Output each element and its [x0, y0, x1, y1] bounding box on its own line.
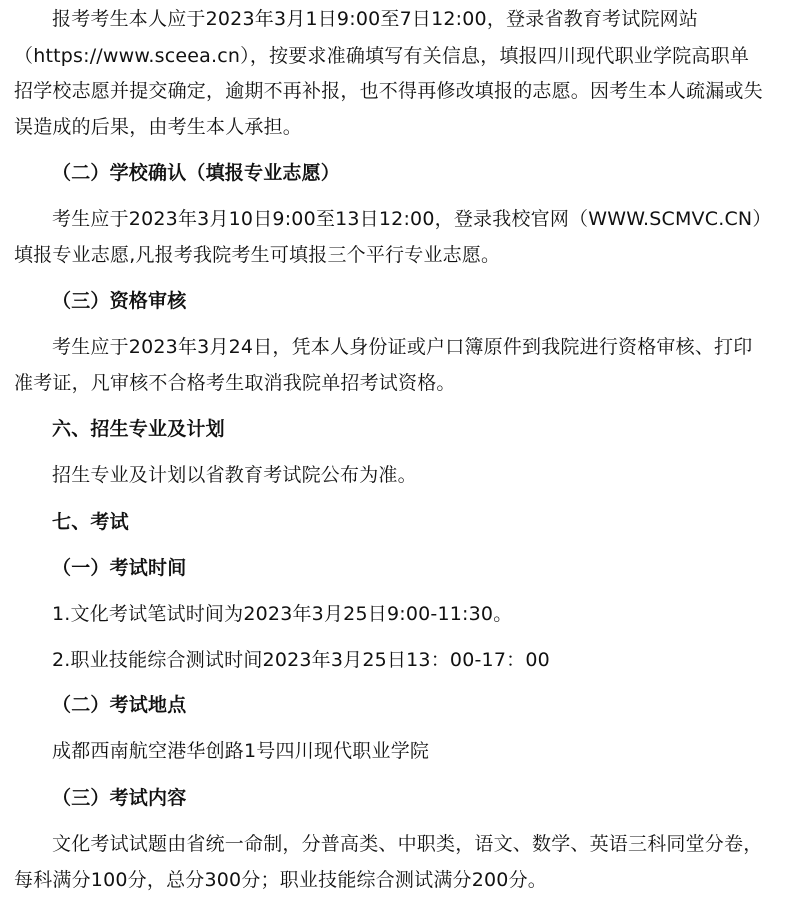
heading-exam-content: （三）考试内容	[52, 787, 187, 809]
para-registration-line-2: （https://www.sceea.cn），按要求准确填写有关信息，填报四川现代职业学院高职单	[14, 45, 750, 67]
para-exam-location: 成都西南航空港华创路1号四川现代职业学院	[52, 740, 430, 762]
para-exam-content-line-1: 文化考试试题由省统一命制，分普高类、中职类，语文、数学、英语三科同堂分卷，	[52, 833, 763, 855]
para-registration-line-4: 误造成的后果，由考生本人承担。	[14, 116, 303, 138]
heading-section-six: 六、招生专业及计划	[52, 418, 225, 440]
para-qualification-review-line-1: 考生应于2023年3月24日，凭本人身份证或户口簿原件到我院进行资格审核、打印	[52, 336, 753, 358]
para-school-confirmation-line-1: 考生应于2023年3月10日9:00至13日12:00，登录我校官网（WWW.SCMVC.CN）	[52, 208, 772, 230]
list-item-exam-time-2: 2.职业技能综合测试时间2023年3月25日13：00-17：00	[52, 649, 550, 671]
heading-exam-time: （一）考试时间	[52, 557, 187, 579]
list-item-exam-time-1: 1.文化考试笔试时间为2023年3月25日9:00-11:30。	[52, 603, 513, 625]
para-exam-content-line-2: 每科满分100分，总分300分；职业技能综合测试满分200分。	[14, 869, 547, 891]
heading-qualification-review: （三）资格审核	[52, 290, 187, 312]
para-school-confirmation-line-2: 填报专业志愿,凡报考我院考生可填报三个平行专业志愿。	[14, 244, 501, 266]
para-qualification-review-line-2: 准考证，凡审核不合格考生取消我院单招考试资格。	[14, 372, 456, 394]
heading-section-seven: 七、考试	[52, 511, 129, 533]
para-enrollment-plan: 招生专业及计划以省教育考试院公布为准。	[52, 464, 417, 486]
para-registration-line-3: 招学校志愿并提交确定，逾期不再补报，也不得再修改填报的志愿。因考生本人疏漏或失	[14, 80, 763, 102]
para-registration-line-1: 报考考生本人应于2023年3月1日9:00至7日12:00，登录省教育考试院网站	[52, 8, 699, 30]
heading-school-confirmation: （二）学校确认（填报专业志愿）	[52, 162, 341, 184]
heading-exam-location: （二）考试地点	[52, 694, 187, 716]
